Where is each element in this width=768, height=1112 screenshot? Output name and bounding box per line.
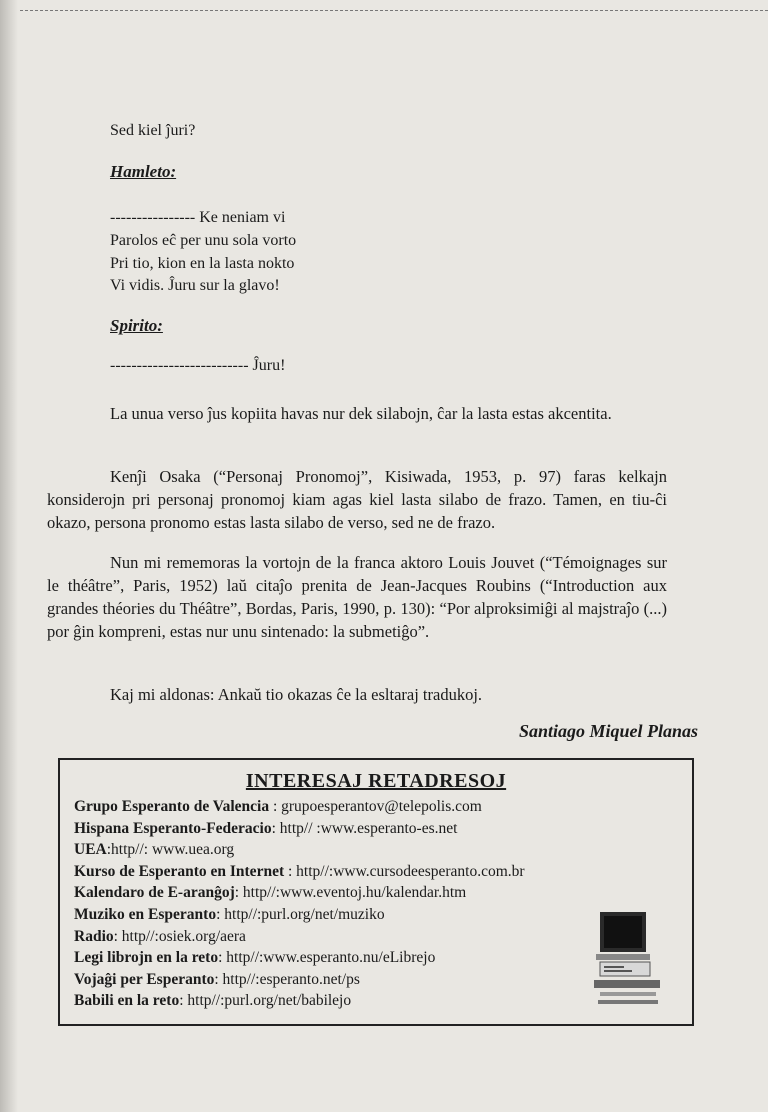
speaker-label: Hamleto: xyxy=(110,162,177,181)
link-label: Grupo Esperanto de Valencia xyxy=(74,798,270,815)
link-row xyxy=(74,926,525,948)
author-signature: Santiago Miquel Planas xyxy=(518,721,698,741)
link-label: Radio xyxy=(74,927,114,945)
link-row xyxy=(74,990,525,1012)
paragraph-text: Kenĵi Osaka (“Personaj Pronomoj”, Kisiwada, 1953, p. 97) faras kelkajn konsiderojn pri personaj pronomoj kiam agas kiel lasta silabo de frazo. Tamen, en tiu-ĉi okazo, persona pronomo estas lasta silabo de verso, sed ne de frazo. xyxy=(47,467,667,532)
link-url[interactable]: : http//:esperanto.net/ps xyxy=(214,970,360,988)
link-label: UEA xyxy=(74,841,107,859)
poem-line: Sed kiel ĵuri? xyxy=(110,122,196,139)
link-row xyxy=(74,882,525,904)
links-box-title: INTERESAJ RETADRESOJ xyxy=(245,770,507,792)
link-label: Kalendaro de E-aranĝoj xyxy=(74,884,235,902)
link-label: Kurso de Esperanto en Internet xyxy=(74,862,285,880)
speaker-label: Spirito: xyxy=(110,316,163,335)
computer-illustration xyxy=(590,910,670,1020)
poem-line: Vi vidis. Ĵuru sur la glavo! xyxy=(110,277,280,294)
poem-line: ---------------- Ke neniam vi xyxy=(110,209,286,226)
link-row xyxy=(74,947,525,969)
link-url[interactable]: : grupoesperantov@telepolis.com xyxy=(269,798,482,815)
links-box xyxy=(58,758,694,1026)
paragraph xyxy=(47,402,667,425)
page-edge-shadow xyxy=(0,0,18,1112)
paragraph xyxy=(47,551,667,643)
paragraph-text: La unua verso ĵus kopiita havas nur dek silabojn, ĉar la lasta estas akcentita. xyxy=(110,404,612,423)
link-url[interactable]: : http//:osiek.org/aera xyxy=(113,927,246,945)
link-label: Legi librojn en la reto xyxy=(74,949,219,967)
link-label: Vojaĝi per Esperanto xyxy=(74,970,215,988)
link-url[interactable]: : http//:www.esperanto.nu/eLibrejo xyxy=(218,949,436,967)
link-label: Hispana Esperanto-Federacio xyxy=(74,819,272,837)
poem-line: Parolos eĉ per unu sola vorto xyxy=(110,232,297,249)
link-row xyxy=(74,969,525,991)
link-url[interactable]: : http//:www.cursodeesperanto.com.br xyxy=(284,862,525,880)
paragraph xyxy=(47,683,667,706)
link-row xyxy=(74,839,525,861)
link-url[interactable]: :http//: www.uea.org xyxy=(106,841,235,859)
link-url[interactable]: : http//:purl.org/net/muziko xyxy=(216,905,385,923)
link-row xyxy=(74,818,525,840)
link-label: Muziko en Esperanto xyxy=(74,905,217,923)
link-label: Babili en la reto xyxy=(74,992,180,1010)
poem-line: Pri tio, kion en la lasta nokto xyxy=(110,255,295,272)
link-url[interactable]: : http// :www.esperanto-es.net xyxy=(271,819,458,837)
paragraph-text: Kaj mi aldonas: Ankaŭ tio okazas ĉe la esltaraj tradukoj. xyxy=(110,685,483,704)
top-rule xyxy=(20,10,768,11)
paragraph-text: Nun mi rememoras la vortojn de la franca aktoro Louis Jouvet (“Témoignages sur le théâtre”, Paris, 1952) laŭ citaĵo prenita de Jean-Jacques Roubins (“Introduction aux grandes théories du Théâtre”, Bordas, Paris, 1990, p. 130): “Por alproksimiĝi al majstraĵo (...) por ĝin kompreni, estas nur unu sintenado: la submetiĝo”. xyxy=(47,553,667,641)
link-url[interactable]: : http//:purl.org/net/babilejo xyxy=(179,992,352,1010)
link-row xyxy=(74,904,525,926)
links-list xyxy=(74,796,525,1012)
paragraph xyxy=(47,465,667,534)
link-row xyxy=(74,861,525,883)
poem-line: -------------------------- Ĵuru! xyxy=(110,357,286,374)
link-url[interactable]: : http//:www.eventoj.hu/kalendar.htm xyxy=(234,884,467,902)
link-row xyxy=(74,796,525,818)
